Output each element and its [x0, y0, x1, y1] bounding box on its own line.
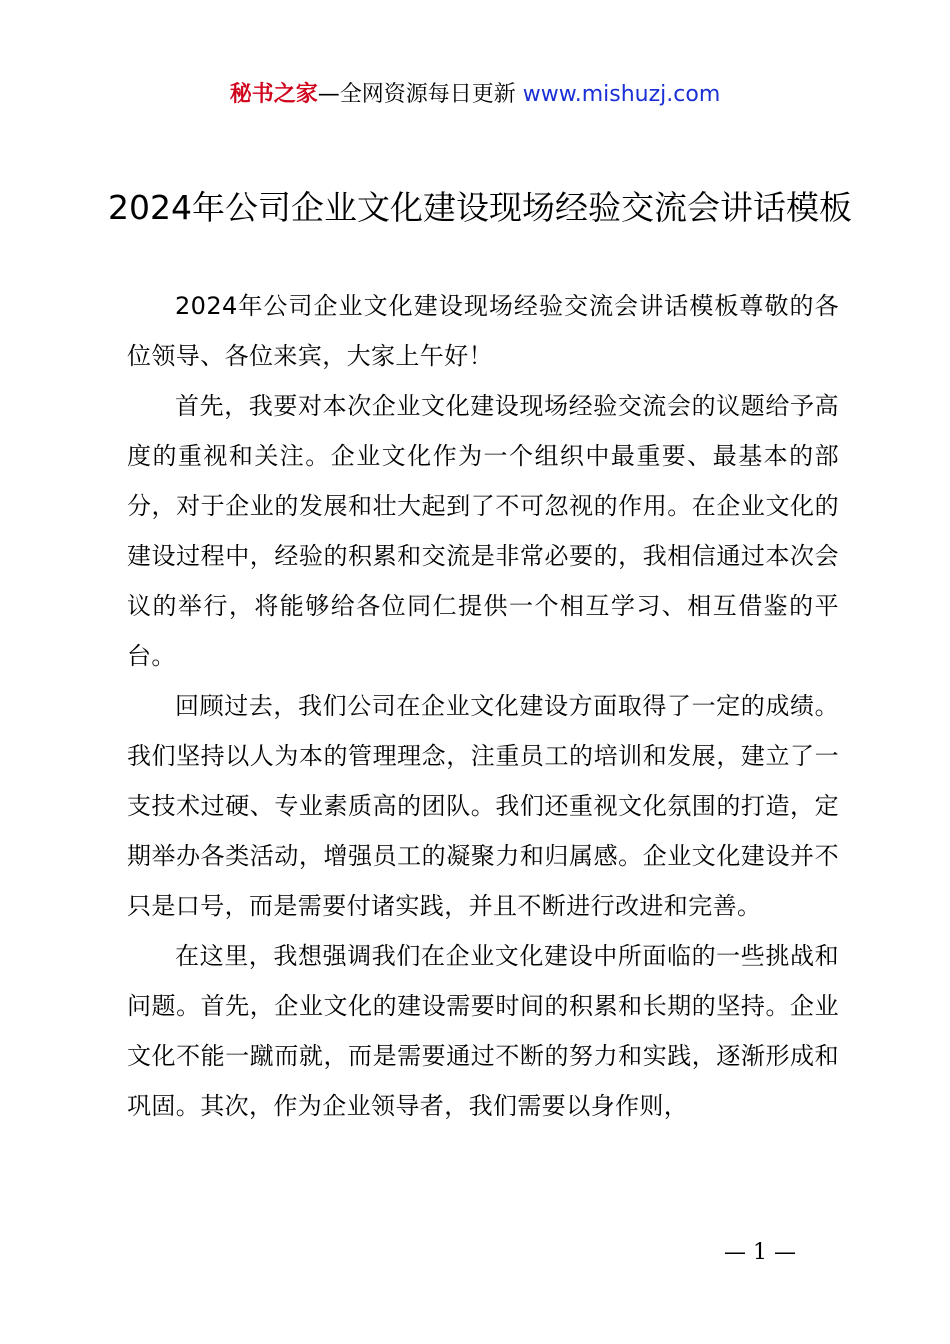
banner-url[interactable]: www.mishuzj.com: [522, 82, 721, 107]
banner-tagline: —全网资源每日更新: [317, 82, 523, 107]
site-banner: [0, 78, 950, 112]
page-number: — 1 —: [724, 1240, 796, 1265]
brand-name: 秘书之家: [229, 82, 318, 107]
paragraph: 回顾过去，我们公司在企业文化建设方面取得了一定的成绩。我们坚持以人为本的管理理念，注重员工的培训和发展，建立了一支技术过硬、专业素质高的团队。我们还重视文化氛围的打造，定期举办各类活动，增强员工的凝聚力和归属感。企业文化建设并不只是口号，而是需要付诸实践，并且不断进行改进和完善。: [127, 692, 839, 920]
paragraph: 2024年公司企业文化建设现场经验交流会讲话模板尊敬的各位领导、各位来宾，大家上午好！: [127, 292, 839, 370]
paragraph: 首先，我要对本次企业文化建设现场经验交流会的议题给予高度的重视和关注。企业文化作为一个组织中最重要、最基本的部分，对于企业的发展和壮大起到了不可忽视的作用。在企业文化的建设过程中，经验的积累和交流是非常必要的，我相信通过本次会议的举行，将能够给各位同仁提供一个相互学习、相互借鉴的平台。: [127, 392, 839, 670]
paragraph: 在这里，我想强调我们在企业文化建设中所面临的一些挑战和问题。首先，企业文化的建设需要时间的积累和长期的坚持。企业文化不能一蹴而就，而是需要通过不断的努力和实践，逐渐形成和巩固。其次，作为企业领导者，我们需要以身作则，: [127, 942, 839, 1120]
document-body: [127, 281, 839, 1131]
document-title: 2024年公司企业文化建设现场经验交流会讲话模板: [108, 188, 852, 227]
